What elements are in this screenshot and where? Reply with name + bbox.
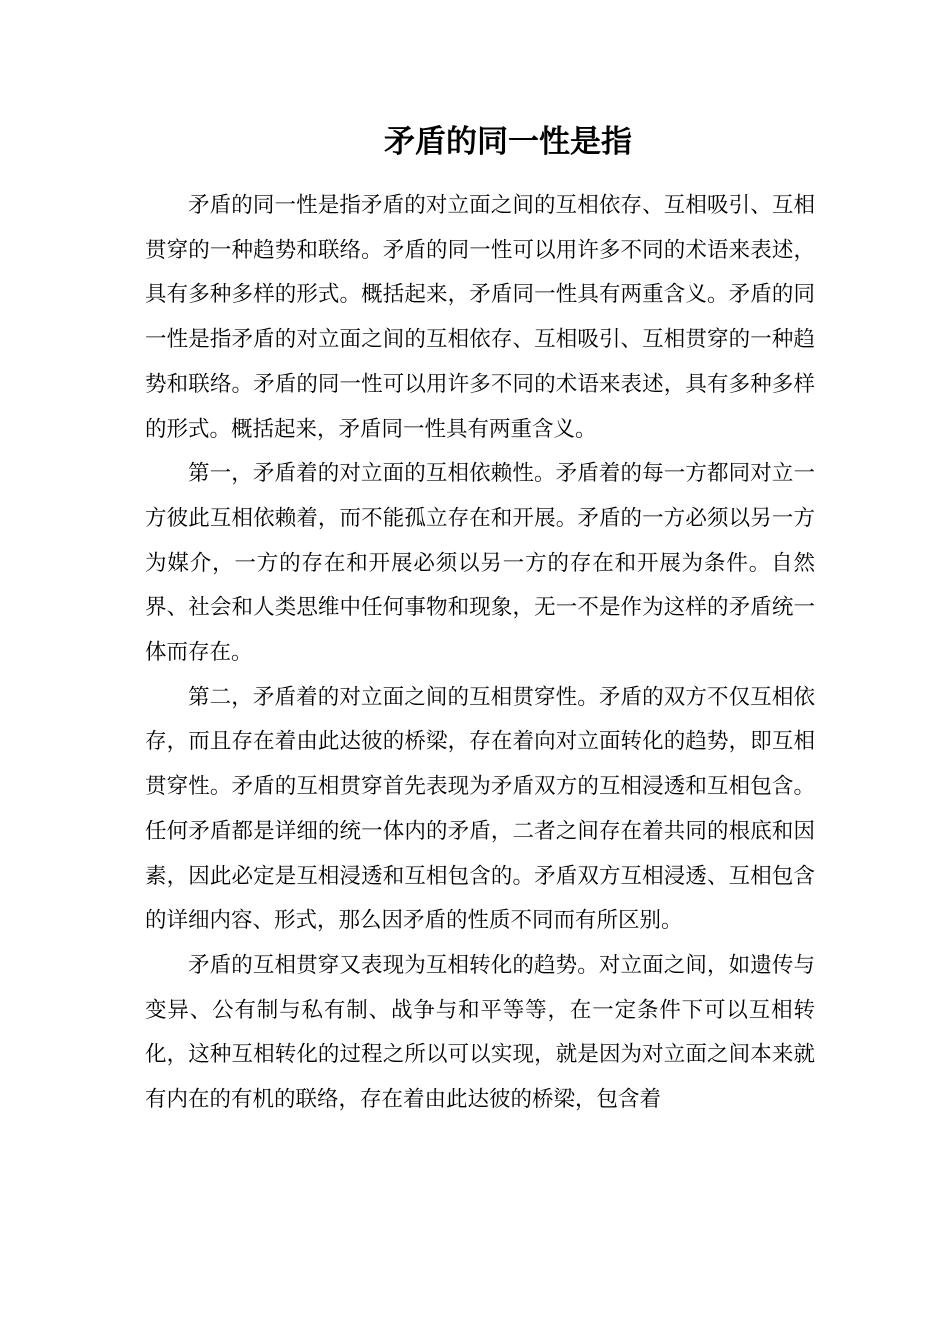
document-title: 矛盾的同一性是指: [384, 124, 632, 160]
document-body: [145, 184, 815, 1123]
paragraph-4: 矛盾的互相贯穿又表现为互相转化的趋势。对立面之间，如遗传与变异、公有制与私有制、战争与和平等等，在一定条件下可以互相转化，这种互相转化的过程之所以可以实现，就是因为对立面之间本来就有内在的有机的联络，存在着由此达彼的桥梁，包含着: [145, 952, 815, 1113]
paragraph-2: 第一，矛盾着的对立面的互相依赖性。矛盾着的每一方都同对立一方彼此互相依赖着，而不能孤立存在和开展。矛盾的一方必须以另一方为媒介，一方的存在和开展必须以另一方的存在和开展为条件。自然界、社会和人类思维中任何事物和现象，无一不是作为这样的矛盾统一体而存在。: [145, 461, 815, 666]
paragraph-3: 第二，矛盾着的对立面之间的互相贯穿性。矛盾的双方不仅互相依存，而且存在着由此达彼的桥梁，存在着向对立面转化的趋势，即互相贯穿性。矛盾的互相贯穿首先表现为矛盾双方的互相浸透和互相包含。任何矛盾都是详细的统一体内的矛盾，二者之间存在着共同的根底和因素，因此必定是互相浸透和互相包含的。矛盾双方互相浸透、互相包含的详细内容、形式，那么因矛盾的性质不同而有所区别。: [145, 684, 815, 934]
paragraph-1: 矛盾的同一性是指矛盾的对立面之间的互相依存、互相吸引、互相贯穿的一种趋势和联络。矛盾的同一性可以用许多不同的术语来表述，具有多种多样的形式。概括起来，矛盾同一性具有两重含义。矛盾的同一性是指矛盾的对立面之间的互相依存、互相吸引、互相贯穿的一种趋势和联络。矛盾的同一性可以用许多不同的术语来表述，具有多种多样的形式。概括起来，矛盾同一性具有两重含义。: [145, 193, 815, 442]
